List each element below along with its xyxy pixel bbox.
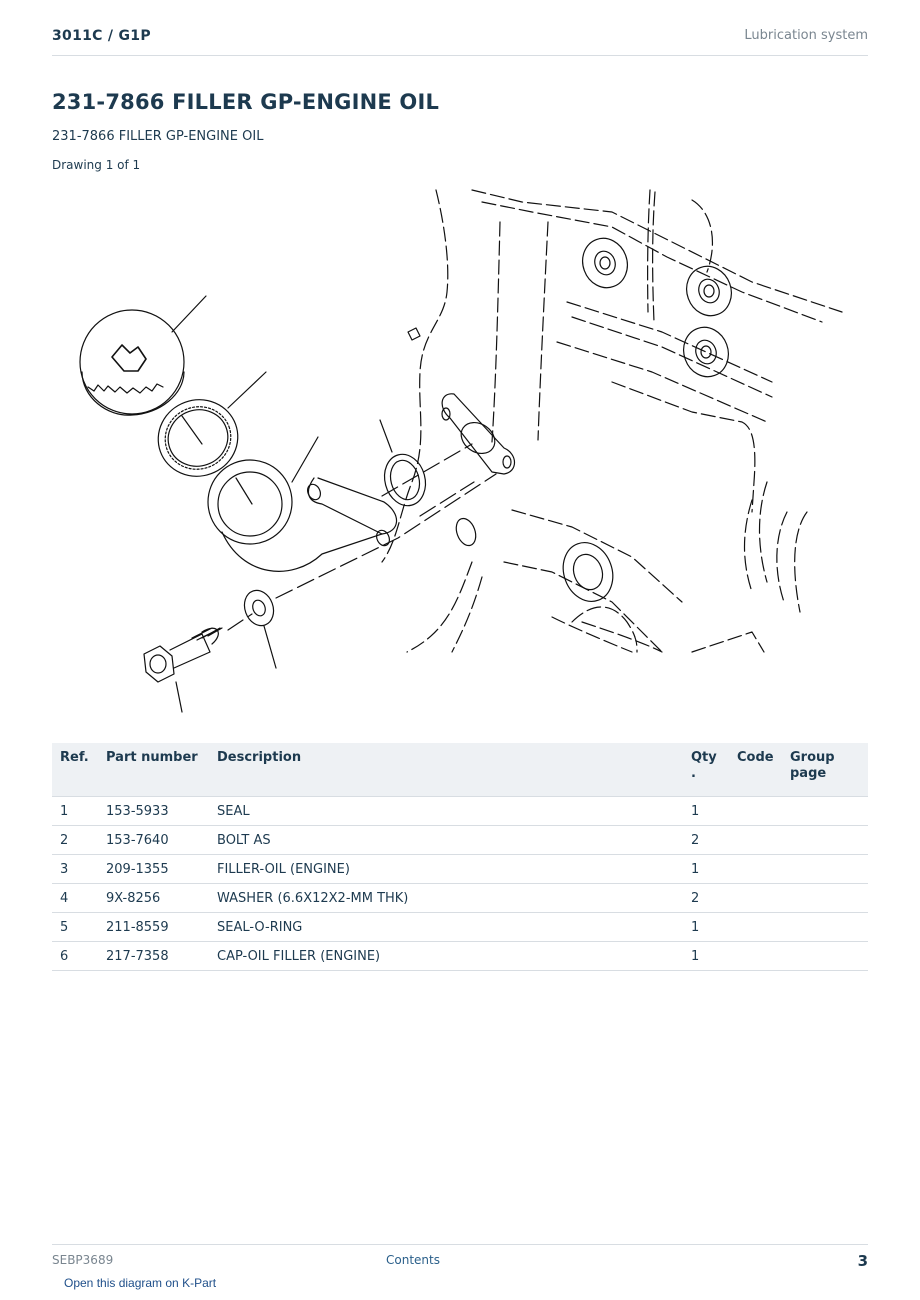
cell-group-page [782, 942, 868, 971]
cell-qty: 1 [683, 942, 729, 971]
part-bolt [144, 628, 222, 712]
cell-group-page [782, 913, 868, 942]
col-header-qty [683, 743, 729, 797]
model-code: 3011C / G1P [52, 28, 151, 44]
part-seal [147, 372, 266, 487]
parts-table [52, 743, 868, 971]
cell-qty: 2 [683, 826, 729, 855]
cell-code [729, 913, 782, 942]
cell-code [729, 884, 782, 913]
cell-ref: 5 [52, 913, 98, 942]
cell-group-page [782, 826, 868, 855]
page-subtitle: 231-7866 FILLER GP-ENGINE OIL [52, 129, 264, 144]
col-header-ref: Ref. [52, 743, 98, 797]
section-name: Lubrication system [744, 28, 868, 43]
col-header-code: Code [729, 743, 782, 797]
cell-qty: 1 [683, 913, 729, 942]
cell-ref: 2 [52, 826, 98, 855]
part-filler [208, 437, 397, 571]
engine-block [382, 190, 842, 652]
cell-description: CAP-OIL FILLER (ENGINE) [209, 942, 683, 971]
cell-code [729, 942, 782, 971]
cell-code [729, 826, 782, 855]
col-header-description: Description [209, 743, 683, 797]
drawing-label: Drawing 1 of 1 [52, 158, 141, 172]
page-header [52, 28, 868, 56]
col-header-group-line2: page [790, 766, 827, 781]
exploded-parts-drawing [52, 182, 868, 722]
col-header-qty-line1: Qty [691, 750, 717, 765]
page-title: 231-7866 FILLER GP-ENGINE OIL [52, 90, 440, 114]
cell-ref: 1 [52, 797, 98, 826]
table-row [52, 855, 868, 884]
cell-qty: 1 [683, 855, 729, 884]
cell-part-number: 211-8559 [98, 913, 209, 942]
cell-description: BOLT AS [209, 826, 683, 855]
cell-part-number: 153-5933 [98, 797, 209, 826]
cell-description: FILLER-OIL (ENGINE) [209, 855, 683, 884]
col-header-part-number: Part number [98, 743, 209, 797]
table-header-row [52, 743, 868, 797]
cell-part-number: 209-1355 [98, 855, 209, 884]
cell-part-number: 153-7640 [98, 826, 209, 855]
page-number: 3 [857, 1252, 868, 1270]
cell-part-number: 217-7358 [98, 942, 209, 971]
cell-qty: 1 [683, 797, 729, 826]
cell-qty: 2 [683, 884, 729, 913]
cell-group-page [782, 855, 868, 884]
cell-ref: 6 [52, 942, 98, 971]
cell-code [729, 855, 782, 884]
cell-ref: 3 [52, 855, 98, 884]
part-washer [240, 586, 279, 668]
cell-description: SEAL [209, 797, 683, 826]
cell-ref: 4 [52, 884, 98, 913]
cell-description: SEAL-O-RING [209, 913, 683, 942]
kpart-diagram-link[interactable]: Open this diagram on K-Part [64, 1276, 217, 1290]
table-row [52, 797, 868, 826]
col-header-group-page [782, 743, 868, 797]
cell-part-number: 9X-8256 [98, 884, 209, 913]
document-number: SEBP3689 [52, 1253, 114, 1267]
part-o-ring [379, 420, 431, 510]
cell-description: WASHER (6.6X12X2-MM THK) [209, 884, 683, 913]
cell-code [729, 797, 782, 826]
table-row [52, 826, 868, 855]
table-row [52, 913, 868, 942]
col-header-group-line1: Group [790, 750, 835, 765]
contents-link[interactable]: Contents [386, 1253, 440, 1267]
cell-group-page [782, 797, 868, 826]
page-footer [52, 1244, 868, 1268]
part-oil-filler-cap [80, 296, 206, 415]
cell-group-page [782, 884, 868, 913]
table-row [52, 884, 868, 913]
table-row [52, 942, 868, 971]
col-header-qty-line2: . [691, 766, 696, 781]
